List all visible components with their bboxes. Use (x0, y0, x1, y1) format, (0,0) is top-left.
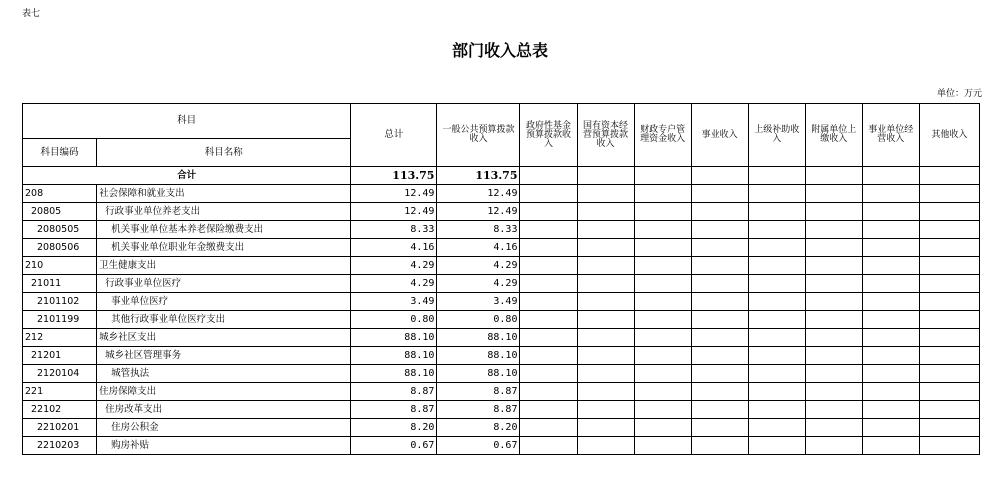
header-gov-fund: 政府性基金预算拨款收入 (520, 104, 577, 167)
empty-cell (634, 275, 691, 293)
total-cell: 0.80 (351, 311, 437, 329)
empty-cell (691, 167, 748, 185)
empty-cell (520, 221, 577, 239)
subject-code-cell: 221 (23, 383, 97, 401)
empty-cell (862, 401, 919, 419)
empty-cell (748, 221, 805, 239)
empty-cell (577, 383, 634, 401)
total-cell: 88.10 (351, 347, 437, 365)
subject-code-cell: 2120104 (23, 365, 97, 383)
general-budget-cell: 88.10 (437, 347, 520, 365)
empty-cell (634, 293, 691, 311)
empty-cell (634, 383, 691, 401)
empty-cell (748, 293, 805, 311)
total-total: 113.75 (351, 167, 437, 185)
empty-cell (691, 221, 748, 239)
empty-cell (919, 365, 979, 383)
empty-cell (919, 203, 979, 221)
empty-cell (805, 419, 862, 437)
empty-cell (520, 347, 577, 365)
empty-cell (577, 221, 634, 239)
subject-name-cell: 城管执法 (97, 365, 351, 383)
empty-cell (862, 257, 919, 275)
empty-cell (634, 221, 691, 239)
empty-cell (691, 293, 748, 311)
empty-cell (577, 293, 634, 311)
header-subject: 科目 (23, 104, 351, 139)
empty-cell (520, 167, 577, 185)
total-cell: 0.67 (351, 437, 437, 455)
empty-cell (520, 437, 577, 455)
empty-cell (577, 185, 634, 203)
subject-code-cell: 2080506 (23, 239, 97, 257)
total-cell: 4.16 (351, 239, 437, 257)
total-cell: 4.29 (351, 275, 437, 293)
empty-cell (805, 437, 862, 455)
empty-cell (919, 347, 979, 365)
empty-cell (919, 311, 979, 329)
document-label: 表七 (22, 9, 41, 19)
unit-note: 单位：万元 (936, 89, 982, 99)
empty-cell (520, 203, 577, 221)
total-label: 合计 (23, 167, 351, 185)
table-row (23, 185, 980, 203)
empty-cell (634, 167, 691, 185)
subject-name-cell: 卫生健康支出 (97, 257, 351, 275)
table-row (23, 221, 980, 239)
empty-cell (748, 203, 805, 221)
empty-cell (520, 239, 577, 257)
general-budget-cell: 12.49 (437, 203, 520, 221)
subject-name-cell: 事业单位医疗 (97, 293, 351, 311)
empty-cell (634, 365, 691, 383)
empty-cell (520, 275, 577, 293)
empty-cell (577, 167, 634, 185)
subject-code-cell: 2080505 (23, 221, 97, 239)
general-budget-cell: 4.29 (437, 257, 520, 275)
empty-cell (577, 347, 634, 365)
total-cell: 88.10 (351, 329, 437, 347)
empty-cell (691, 257, 748, 275)
empty-cell (862, 365, 919, 383)
empty-cell (520, 419, 577, 437)
general-budget-cell: 12.49 (437, 185, 520, 203)
total-cell: 12.49 (351, 203, 437, 221)
table-row (23, 383, 980, 401)
empty-cell (520, 311, 577, 329)
empty-cell (520, 185, 577, 203)
empty-cell (748, 401, 805, 419)
empty-cell (919, 275, 979, 293)
empty-cell (691, 203, 748, 221)
empty-cell (862, 275, 919, 293)
empty-cell (577, 419, 634, 437)
empty-cell (577, 203, 634, 221)
subject-name-cell: 机关事业单位基本养老保险缴费支出 (97, 221, 351, 239)
general-budget-cell: 8.87 (437, 401, 520, 419)
empty-cell (862, 167, 919, 185)
empty-cell (862, 293, 919, 311)
empty-cell (862, 437, 919, 455)
subject-code-cell: 2101102 (23, 293, 97, 311)
empty-cell (919, 401, 979, 419)
table-row (23, 203, 980, 221)
empty-cell (805, 329, 862, 347)
empty-cell (919, 185, 979, 203)
total-cell: 8.87 (351, 401, 437, 419)
empty-cell (748, 347, 805, 365)
total-cell: 8.87 (351, 383, 437, 401)
empty-cell (862, 239, 919, 257)
empty-cell (862, 383, 919, 401)
empty-cell (748, 329, 805, 347)
empty-cell (577, 329, 634, 347)
total-cell: 3.49 (351, 293, 437, 311)
empty-cell (520, 257, 577, 275)
empty-cell (634, 347, 691, 365)
subject-name-cell: 购房补贴 (97, 437, 351, 455)
empty-cell (577, 257, 634, 275)
subject-name-cell: 社会保障和就业支出 (97, 185, 351, 203)
subject-code-cell: 2210203 (23, 437, 97, 455)
empty-cell (919, 419, 979, 437)
subject-code-cell: 208 (23, 185, 97, 203)
header-operating: 事业单位经营收入 (862, 104, 919, 167)
table-row (23, 239, 980, 257)
general-budget-cell: 8.20 (437, 419, 520, 437)
empty-cell (691, 419, 748, 437)
empty-cell (577, 365, 634, 383)
empty-cell (520, 329, 577, 347)
empty-cell (862, 203, 919, 221)
empty-cell (691, 401, 748, 419)
table-row (23, 401, 980, 419)
empty-cell (805, 275, 862, 293)
subject-name-cell: 城乡社区管理事务 (97, 347, 351, 365)
empty-cell (748, 383, 805, 401)
empty-cell (919, 329, 979, 347)
empty-cell (805, 239, 862, 257)
header-business-income: 事业收入 (691, 104, 748, 167)
empty-cell (691, 185, 748, 203)
empty-cell (577, 275, 634, 293)
general-budget-cell: 3.49 (437, 293, 520, 311)
total-cell: 4.29 (351, 257, 437, 275)
empty-cell (805, 257, 862, 275)
empty-cell (577, 401, 634, 419)
header-general-budget: 一般公共预算拨款收入 (437, 104, 520, 167)
empty-cell (862, 419, 919, 437)
table-row (23, 347, 980, 365)
empty-cell (862, 185, 919, 203)
empty-cell (805, 401, 862, 419)
subject-name-cell: 其他行政事业单位医疗支出 (97, 311, 351, 329)
subject-name-cell: 行政事业单位养老支出 (97, 203, 351, 221)
empty-cell (634, 239, 691, 257)
general-budget-cell: 0.80 (437, 311, 520, 329)
subject-name-cell: 住房改革支出 (97, 401, 351, 419)
empty-cell (805, 383, 862, 401)
header-special-funds: 财政专户管理资金收入 (634, 104, 691, 167)
header-subject-name: 科目名称 (97, 139, 351, 167)
table-row (23, 329, 980, 347)
empty-cell (748, 239, 805, 257)
empty-cell (919, 383, 979, 401)
empty-cell (862, 329, 919, 347)
table-row (23, 419, 980, 437)
empty-cell (691, 437, 748, 455)
table-row (23, 293, 980, 311)
subject-code-cell: 20805 (23, 203, 97, 221)
total-cell: 88.10 (351, 365, 437, 383)
subject-code-cell: 2101199 (23, 311, 97, 329)
empty-cell (919, 257, 979, 275)
header-total: 总计 (351, 104, 437, 167)
page-title: 部门收入总表 (451, 41, 548, 60)
empty-cell (862, 311, 919, 329)
table-row (23, 257, 980, 275)
subject-name-cell: 住房保障支出 (97, 383, 351, 401)
empty-cell (520, 293, 577, 311)
empty-cell (634, 311, 691, 329)
total-cell: 8.20 (351, 419, 437, 437)
empty-cell (577, 437, 634, 455)
empty-cell (520, 401, 577, 419)
general-budget-cell: 4.29 (437, 275, 520, 293)
header-state-capital: 国有资本经营预算拨款收入 (577, 104, 634, 167)
income-table (22, 103, 980, 455)
general-budget-cell: 0.67 (437, 437, 520, 455)
empty-cell (862, 347, 919, 365)
empty-cell (691, 365, 748, 383)
empty-cell (691, 239, 748, 257)
empty-cell (805, 293, 862, 311)
general-budget-cell: 4.16 (437, 239, 520, 257)
empty-cell (805, 365, 862, 383)
empty-cell (691, 383, 748, 401)
table-row (23, 275, 980, 293)
total-row (23, 167, 980, 185)
empty-cell (919, 167, 979, 185)
header-other: 其他收入 (919, 104, 979, 167)
table-row (23, 311, 980, 329)
empty-cell (520, 383, 577, 401)
header-subject-code: 科目编码 (23, 139, 97, 167)
empty-cell (577, 311, 634, 329)
empty-cell (748, 185, 805, 203)
total-cell: 12.49 (351, 185, 437, 203)
empty-cell (919, 293, 979, 311)
empty-cell (805, 203, 862, 221)
subject-name-cell: 住房公积金 (97, 419, 351, 437)
empty-cell (634, 203, 691, 221)
empty-cell (919, 221, 979, 239)
table-row (23, 437, 980, 455)
subject-code-cell: 21201 (23, 347, 97, 365)
empty-cell (805, 347, 862, 365)
empty-cell (748, 365, 805, 383)
total-general: 113.75 (437, 167, 520, 185)
general-budget-cell: 88.10 (437, 329, 520, 347)
empty-cell (919, 239, 979, 257)
header-higher-subsidy: 上级补助收入 (748, 104, 805, 167)
table-row (23, 365, 980, 383)
subject-code-cell: 22102 (23, 401, 97, 419)
empty-cell (748, 419, 805, 437)
subject-code-cell: 2210201 (23, 419, 97, 437)
empty-cell (520, 365, 577, 383)
empty-cell (577, 239, 634, 257)
empty-cell (748, 167, 805, 185)
subject-code-cell: 210 (23, 257, 97, 275)
subject-name-cell: 城乡社区支出 (97, 329, 351, 347)
empty-cell (805, 185, 862, 203)
empty-cell (748, 437, 805, 455)
empty-cell (691, 275, 748, 293)
subject-code-cell: 212 (23, 329, 97, 347)
subject-name-cell: 行政事业单位医疗 (97, 275, 351, 293)
subject-code-cell: 21011 (23, 275, 97, 293)
empty-cell (748, 275, 805, 293)
empty-cell (634, 437, 691, 455)
empty-cell (748, 311, 805, 329)
empty-cell (919, 437, 979, 455)
total-cell: 8.33 (351, 221, 437, 239)
empty-cell (691, 329, 748, 347)
empty-cell (748, 257, 805, 275)
general-budget-cell: 8.33 (437, 221, 520, 239)
subject-name-cell: 机关事业单位职业年金缴费支出 (97, 239, 351, 257)
general-budget-cell: 8.87 (437, 383, 520, 401)
empty-cell (634, 257, 691, 275)
general-budget-cell: 88.10 (437, 365, 520, 383)
empty-cell (805, 167, 862, 185)
empty-cell (805, 311, 862, 329)
empty-cell (862, 221, 919, 239)
empty-cell (691, 311, 748, 329)
empty-cell (634, 401, 691, 419)
header-affiliate: 附属单位上缴收入 (805, 104, 862, 167)
empty-cell (634, 185, 691, 203)
empty-cell (634, 329, 691, 347)
empty-cell (634, 419, 691, 437)
empty-cell (691, 347, 748, 365)
empty-cell (805, 221, 862, 239)
